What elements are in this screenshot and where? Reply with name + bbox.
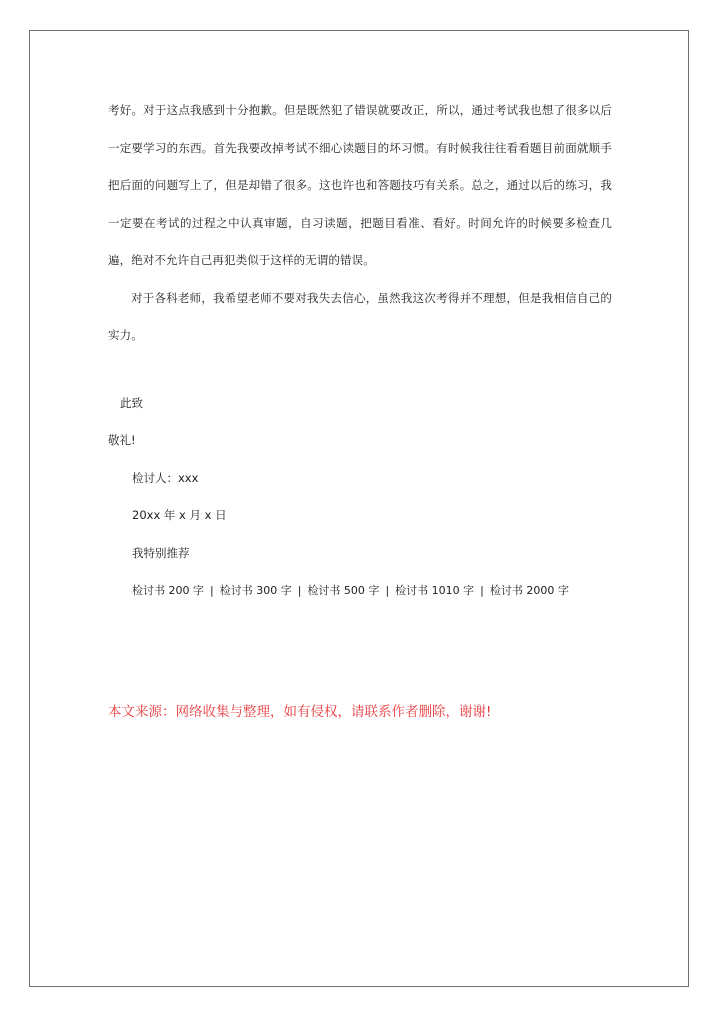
document-body [108,92,612,610]
signature-author: 检讨人：xxx [132,470,199,485]
link-review-200[interactable]: 检讨书 200 字 [132,584,204,597]
recommend-label: 我特别推荐 [132,545,190,560]
signature-date: 20xx 年 x 月 x 日 [132,508,227,522]
link-review-2000[interactable]: 检讨书 2000 字 [489,584,569,597]
paragraph-apology: 考好。对于这点我感到十分抱歉。但是既然犯了错误就要改正，所以，通过考试我也想了很多以后一定要学习的东西。首先我要改掉考试不细心读题目的坏习惯。有时候我往往看看题目前面就顺手把后面的问题写上了，但是却错了很多。这也许也和答题技巧有关系。总之，通过以后的练习，我一定要在考试的过程之中认真审题，自习读题，把题目看准、看好。时间允许的时候要多检查几遍，绝对不允许自己再犯类似于这样的无谓的错误。 [108,103,612,267]
link-review-1010[interactable]: 检讨书 1010 字 [395,584,475,597]
link-separator: | [480,584,484,597]
paragraph-teachers: 对于各科老师，我希望老师不要对我失去信心，虽然我这次考得并不理想，但是我相信自己的实力。 [108,290,612,342]
link-separator: | [210,584,214,597]
link-separator: | [385,584,390,597]
recommend-links [108,572,612,610]
link-review-300[interactable]: 检讨书 300 字 [219,584,292,597]
closing-salute: 此致 [120,395,143,410]
closing-respect: 敬礼! [108,433,136,447]
source-notice: 本文来源：网络收集与整理，如有侵权，请联系作者删除，谢谢! [108,704,492,720]
spacer [108,355,612,385]
link-separator: | [297,584,302,597]
link-review-500[interactable]: 检讨书 500 字 [307,584,380,597]
